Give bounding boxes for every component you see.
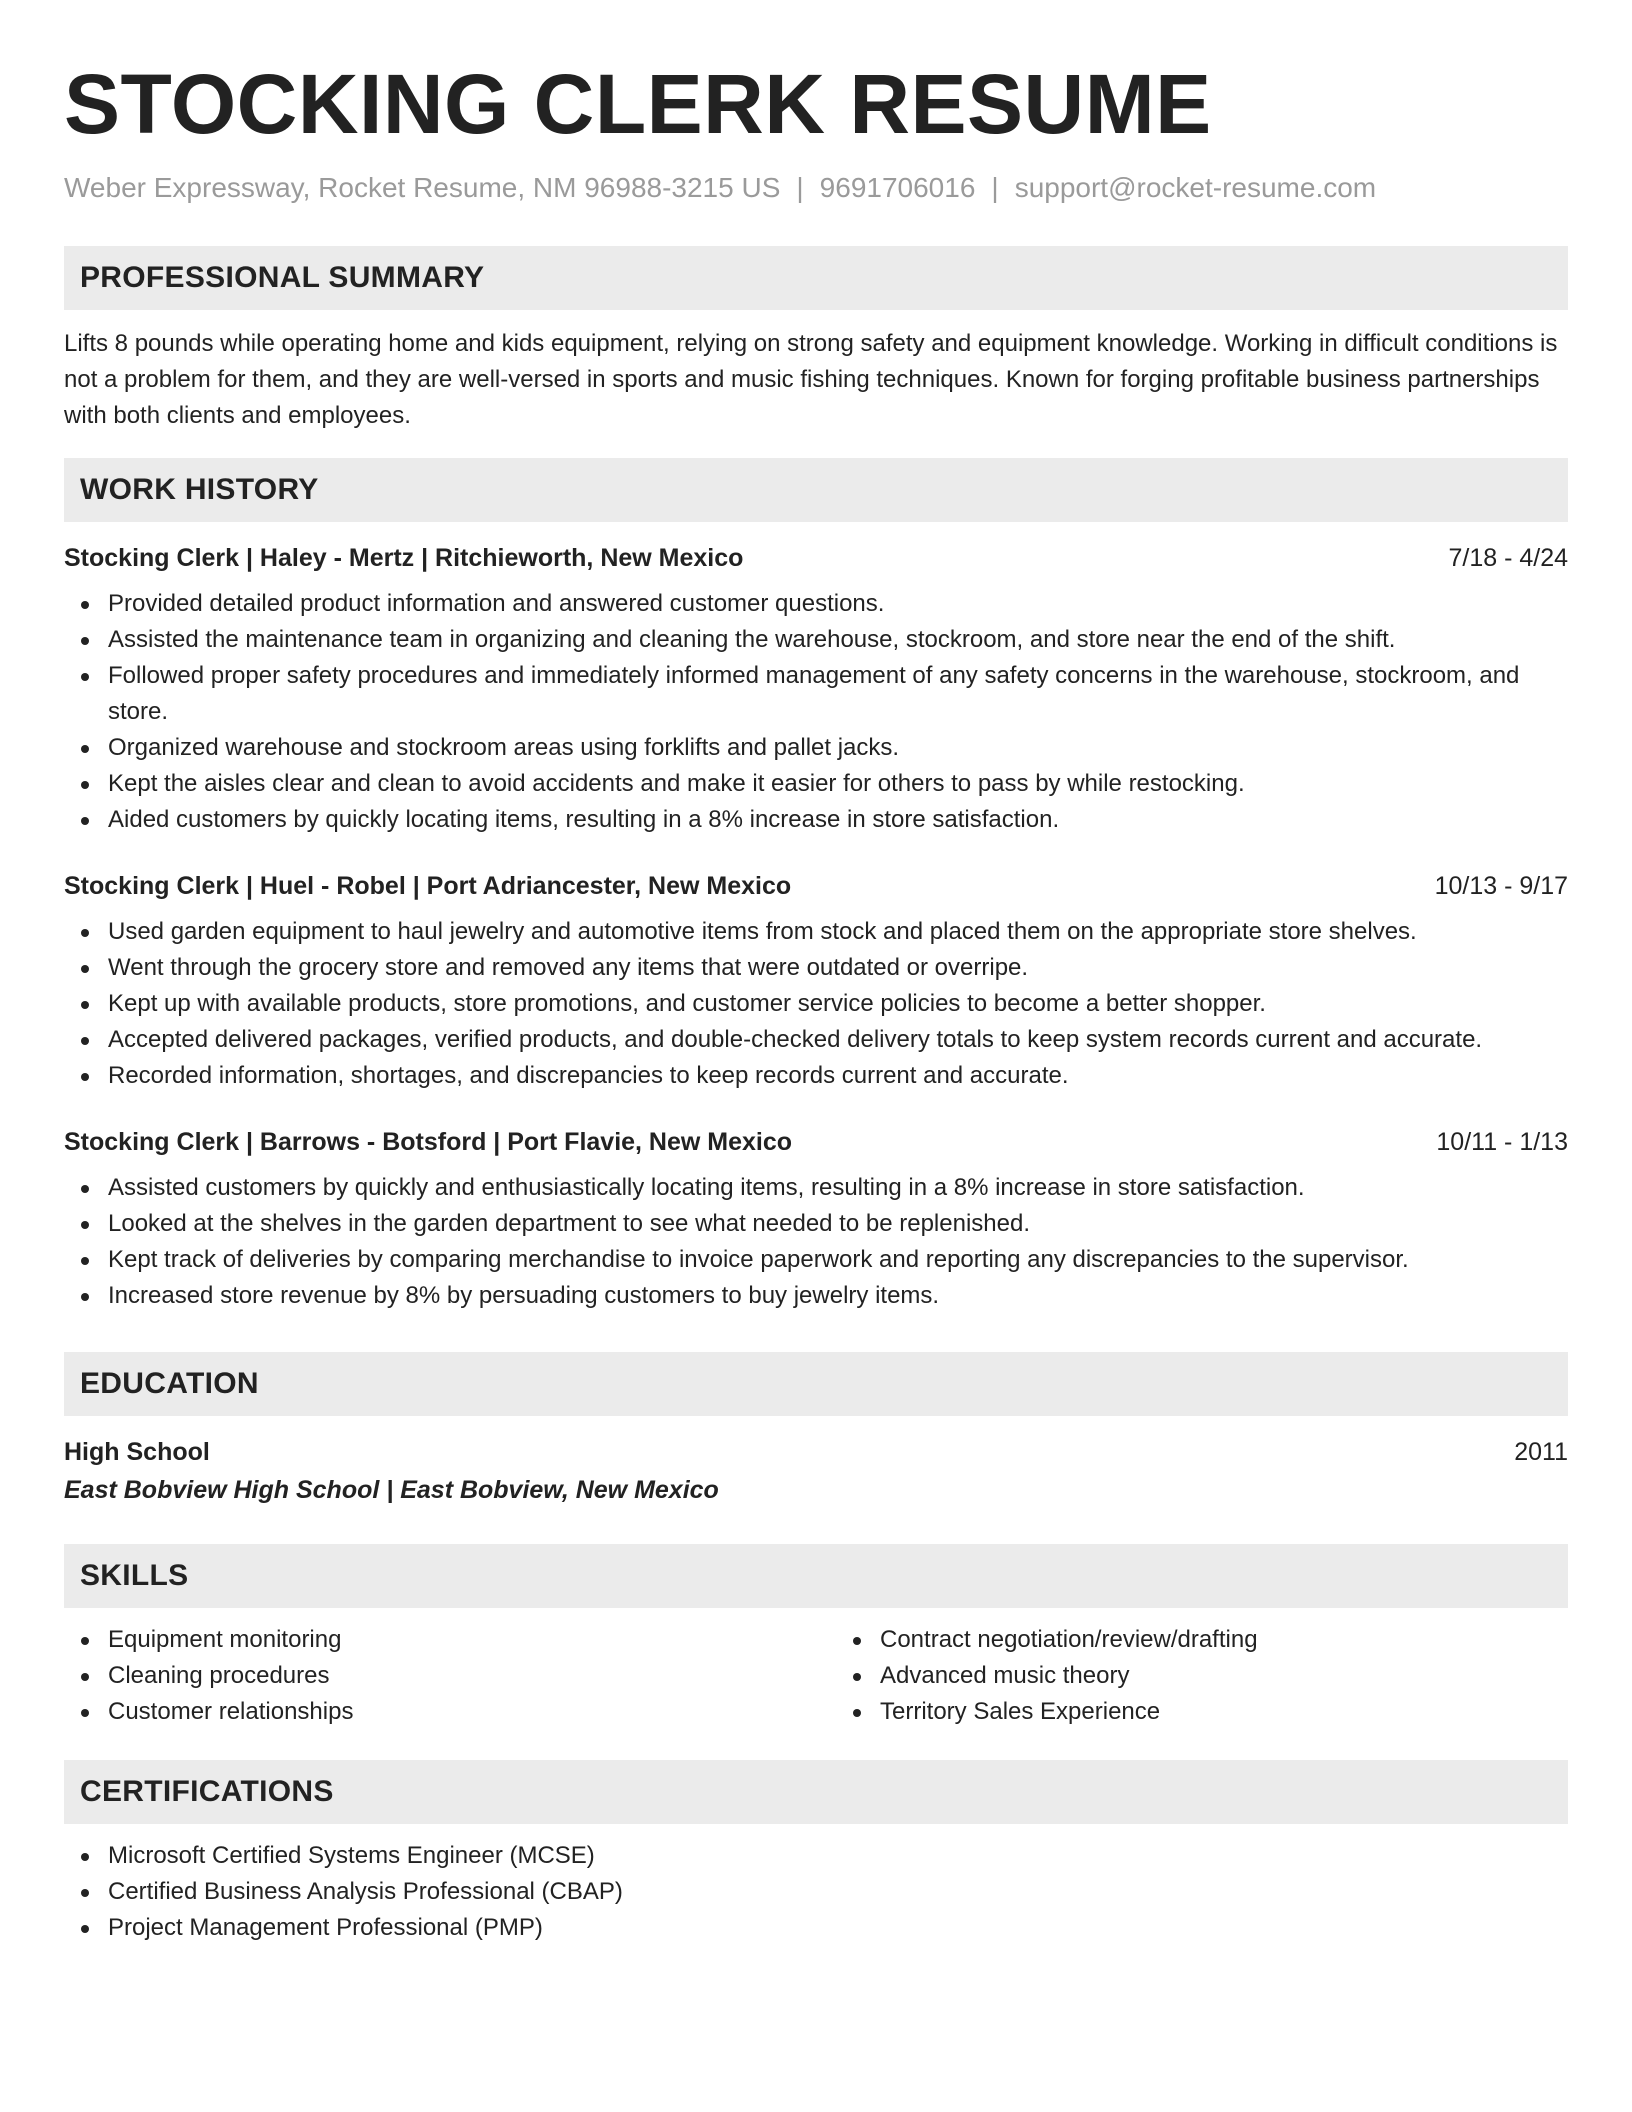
job-entry [64, 868, 1568, 1094]
list-item: Followed proper safety procedures and immediately informed management of any safety concerns in the warehouse, stockroom, and store. [64, 658, 1568, 730]
address: Weber Expressway, Rocket Resume, NM 96988-3215 US [64, 172, 781, 203]
skills-grid [64, 1622, 1568, 1730]
list-item: Aided customers by quickly locating items, resulting in a 8% increase in store satisfaction. [64, 802, 1568, 838]
job-bullets [64, 1170, 1568, 1314]
list-item: Assisted customers by quickly and enthusiastically locating items, resulting in a 8% increase in store satisfaction. [64, 1170, 1568, 1206]
list-item: Used garden equipment to haul jewelry and automotive items from stock and placed them on the appropriate store shelves. [64, 914, 1568, 950]
job-header [64, 1124, 1568, 1160]
separator: | [991, 172, 999, 203]
section-header-certifications: CERTIFICATIONS [64, 1760, 1568, 1824]
job-dates: 7/18 - 4/24 [1448, 544, 1568, 572]
email-address: support@rocket-resume.com [1014, 172, 1377, 203]
education-school: East Bobview High School | East Bobview, New Mexico [64, 1476, 719, 1504]
job-bullets [64, 586, 1568, 838]
skills-list-left [64, 1622, 816, 1730]
job-entry [64, 540, 1568, 838]
list-item: Kept the aisles clear and clean to avoid accidents and make it easier for others to pass by while restocking. [64, 766, 1568, 802]
list-item: Increased store revenue by 8% by persuading customers to buy jewelry items. [64, 1278, 1568, 1314]
section-header-skills: SKILLS [64, 1544, 1568, 1608]
phone-number: 9691706016 [819, 172, 976, 203]
list-item: Provided detailed product information and answered customer questions. [64, 586, 1568, 622]
list-item: Went through the grocery store and removed any items that were outdated or overripe. [64, 950, 1568, 986]
summary-text: Lifts 8 pounds while operating home and kids equipment, relying on strong safety and equipment knowledge. Working in difficult conditions is not a problem for them, and they are well-versed in sports and music fishing techniques. Known for forging profitable business partnerships with both clients and employees. [64, 330, 1558, 429]
list-item: Equipment monitoring [64, 1622, 816, 1658]
education-degree: High School [64, 1438, 210, 1466]
job-title: Stocking Clerk | Huel - Robel | Port Adriancester, New Mexico [64, 872, 792, 900]
list-item: Kept up with available products, store promotions, and customer service policies to become a better shopper. [64, 986, 1568, 1022]
job-entry [64, 1124, 1568, 1314]
list-item: Contract negotiation/review/drafting [836, 1622, 1568, 1658]
skills-list-right [816, 1622, 1568, 1730]
list-item: Accepted delivered packages, verified products, and double-checked delivery totals to keep system records current and accurate. [64, 1022, 1568, 1058]
list-item: Territory Sales Experience [836, 1694, 1568, 1730]
education-year: 2011 [1514, 1438, 1568, 1466]
section-header-work-history: WORK HISTORY [64, 458, 1568, 522]
list-item: Project Management Professional (PMP) [64, 1910, 1568, 1946]
list-item: Organized warehouse and stockroom areas using forklifts and pallet jacks. [64, 730, 1568, 766]
list-item: Advanced music theory [836, 1658, 1568, 1694]
list-item: Kept track of deliveries by comparing merchandise to invoice paperwork and reporting any discrepancies to the supervisor. [64, 1242, 1568, 1278]
job-bullets [64, 914, 1568, 1094]
list-item: Customer relationships [64, 1694, 816, 1730]
certifications-list [64, 1838, 1568, 1946]
job-header [64, 540, 1568, 576]
job-title: Stocking Clerk | Haley - Mertz | Ritchieworth, New Mexico [64, 544, 744, 572]
job-dates: 10/13 - 9/17 [1434, 872, 1568, 900]
list-item: Microsoft Certified Systems Engineer (MCSE) [64, 1838, 1568, 1874]
education-header [64, 1434, 1568, 1470]
contact-line [64, 168, 1568, 208]
resume-title: STOCKING CLERK RESUME [64, 57, 1212, 151]
job-dates: 10/11 - 1/13 [1436, 1128, 1568, 1156]
list-item: Looked at the shelves in the garden department to see what needed to be replenished. [64, 1206, 1568, 1242]
list-item: Recorded information, shortages, and discrepancies to keep records current and accurate. [64, 1058, 1568, 1094]
list-item: Certified Business Analysis Professional (CBAP) [64, 1874, 1568, 1910]
job-header [64, 868, 1568, 904]
list-item: Assisted the maintenance team in organizing and cleaning the warehouse, stockroom, and store near the end of the shift. [64, 622, 1568, 658]
list-item: Cleaning procedures [64, 1658, 816, 1694]
section-header-education: EDUCATION [64, 1352, 1568, 1416]
separator: | [796, 172, 804, 203]
job-title: Stocking Clerk | Barrows - Botsford | Port Flavie, New Mexico [64, 1128, 793, 1156]
section-header-summary: PROFESSIONAL SUMMARY [64, 246, 1568, 310]
